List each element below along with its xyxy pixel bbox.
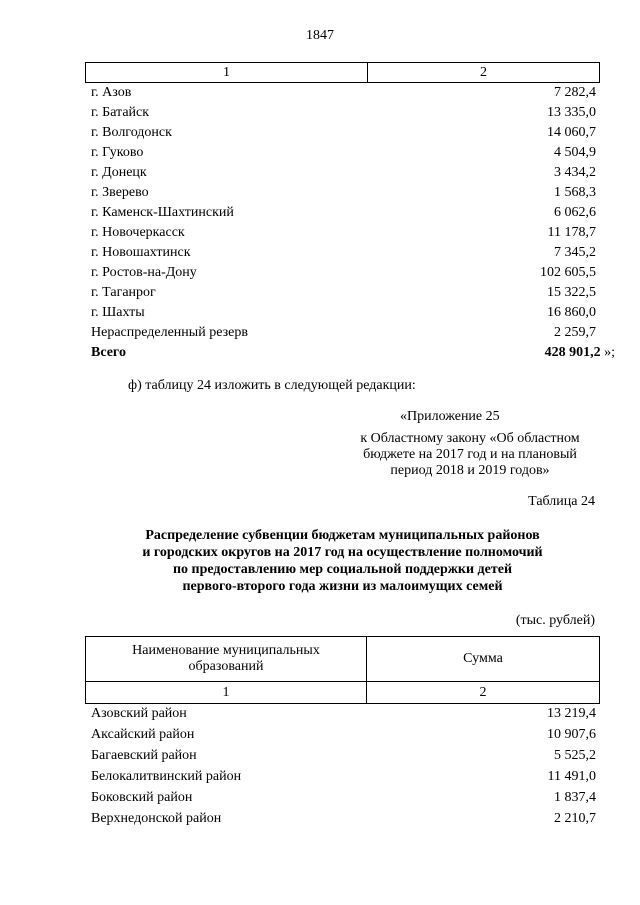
row-value: 1 837,4 <box>554 790 596 805</box>
table2-col1-header: Наименование муниципальных образований <box>86 637 367 681</box>
row-value: 5 525,2 <box>554 748 596 763</box>
row-name: Азовский район <box>91 706 187 721</box>
table-row <box>91 143 596 163</box>
row-value: 16 860,0 <box>547 305 596 320</box>
row-value: 2 210,7 <box>554 811 596 826</box>
table2-col2-header: Сумма <box>463 651 503 666</box>
units-label: (тыс. рублей) <box>515 613 595 628</box>
table1-total-row <box>91 343 615 363</box>
row-name: г. Батайск <box>91 105 150 120</box>
row-value: 7 345,2 <box>554 245 596 260</box>
title-line: по предоставлению мер социальной поддержки детей <box>172 562 513 577</box>
row-value: 4 504,9 <box>554 145 596 160</box>
row-name: г. Новочеркасск <box>91 225 185 240</box>
row-value: 2 259,7 <box>554 325 596 340</box>
row-name: г. Каменск-Шахтинский <box>91 205 234 220</box>
table-row <box>91 724 596 745</box>
total-suffix: »; <box>600 345 615 360</box>
row-value: 7 282,4 <box>554 85 596 100</box>
appendix-ref-line: период 2018 и 2019 годов» <box>390 463 550 478</box>
row-value: 13 219,4 <box>547 706 596 721</box>
table1-body <box>91 83 596 343</box>
table-row <box>91 283 596 303</box>
table-row <box>91 263 596 283</box>
table-row <box>91 123 596 143</box>
row-value: 11 491,0 <box>547 769 596 784</box>
table2-body <box>91 703 596 829</box>
table2-col1-number: 1 <box>86 682 367 703</box>
table-row <box>91 745 596 766</box>
appendix-reference <box>330 431 610 479</box>
table-row <box>91 203 596 223</box>
table-row <box>91 83 596 103</box>
row-name: Верхнедонской район <box>91 811 222 826</box>
row-name: Боковский район <box>91 790 193 805</box>
total-value: 428 901,2 <box>544 345 601 360</box>
row-value: 13 335,0 <box>547 105 596 120</box>
table-row <box>91 323 596 343</box>
table-row <box>91 103 596 123</box>
total-label: Всего <box>91 345 126 360</box>
table-row <box>91 243 596 263</box>
row-name: г. Зверево <box>91 185 149 200</box>
row-name: г. Волгодонск <box>91 125 172 140</box>
table-row <box>91 808 596 829</box>
title-line: Распределение субвенции бюджетам муниципальных районов <box>145 528 540 543</box>
row-name: г. Таганрог <box>91 285 156 300</box>
appendix-ref-line: бюджете на 2017 год и на плановый <box>363 447 577 462</box>
row-name: Аксайский район <box>91 727 195 742</box>
row-name: г. Донецк <box>91 165 147 180</box>
table1-col2-number: 2 <box>480 65 487 80</box>
row-name: г. Азов <box>91 85 132 100</box>
table-row <box>91 163 596 183</box>
section-title <box>0 527 640 595</box>
table1-col1-number: 1 <box>86 63 368 82</box>
row-value: 11 178,7 <box>547 225 596 240</box>
table1-header <box>85 62 600 83</box>
row-value: 3 434,2 <box>554 165 596 180</box>
table-row <box>91 303 596 323</box>
table-row <box>91 223 596 243</box>
row-value: 14 060,7 <box>547 125 596 140</box>
row-value: 6 062,6 <box>554 205 596 220</box>
instruction-text: ф) таблицу 24 изложить в следующей редакции: <box>128 378 416 393</box>
table-row <box>91 766 596 787</box>
row-name: г. Ростов-на-Дону <box>91 265 197 280</box>
row-name: Нераспределенный резерв <box>91 325 248 340</box>
table-label: Таблица 24 <box>528 494 595 509</box>
table2-header-titles <box>86 637 599 682</box>
table2-col2-number: 2 <box>479 684 487 700</box>
appendix-heading: «Приложение 25 <box>400 409 500 424</box>
row-value: 10 907,6 <box>547 727 596 742</box>
table-row <box>91 787 596 808</box>
row-name: г. Гуково <box>91 145 144 160</box>
row-value: 102 605,5 <box>540 265 596 280</box>
appendix-ref-line: к Областному закону «Об областном <box>360 431 580 446</box>
table-row <box>91 703 596 724</box>
row-value: 15 322,5 <box>547 285 596 300</box>
row-name: г. Новошахтинск <box>91 245 191 260</box>
table2-header-numbers <box>86 682 599 703</box>
total-value-wrap <box>545 343 615 363</box>
row-value: 1 568,3 <box>554 185 596 200</box>
title-line: и городских округов на 2017 год на осуществление полномочий <box>142 545 543 560</box>
row-name: Белокалитвинский район <box>91 769 242 784</box>
page-number: 1847 <box>306 28 334 43</box>
table-row <box>91 183 596 203</box>
title-line: первого-второго года жизни из малоимущих семей <box>182 579 503 594</box>
row-name: Багаевский район <box>91 748 197 763</box>
row-name: г. Шахты <box>91 305 145 320</box>
table2-header <box>85 636 600 704</box>
